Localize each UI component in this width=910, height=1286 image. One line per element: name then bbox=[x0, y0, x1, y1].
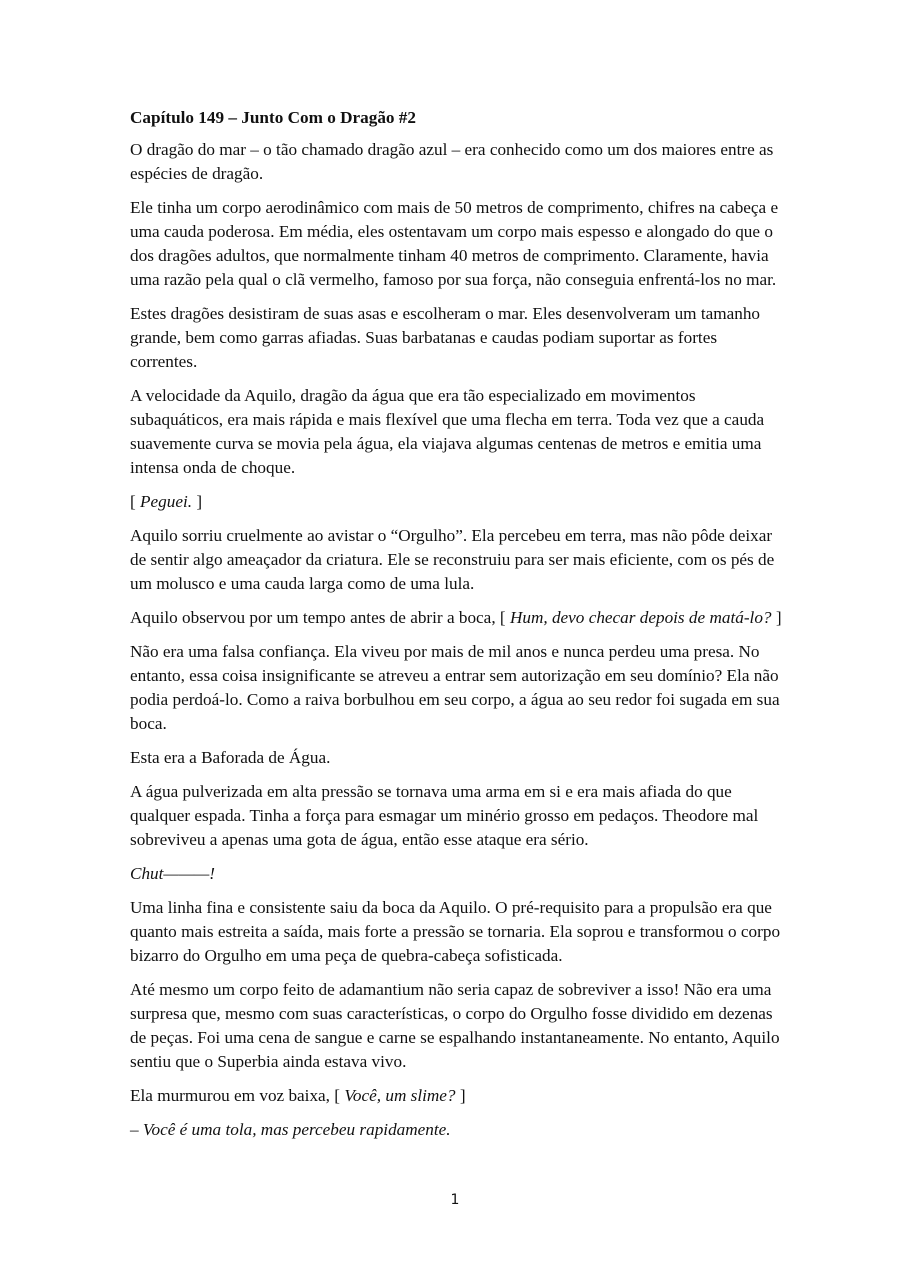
paragraph bbox=[130, 196, 788, 292]
text-run: ] bbox=[192, 492, 203, 511]
document-page bbox=[130, 106, 788, 1152]
text-run: Ela murmurou em voz baixa, [ bbox=[130, 1086, 345, 1105]
text-run: Esta era a Baforada de Água. bbox=[130, 748, 331, 767]
page-number: 1 bbox=[450, 1192, 460, 1208]
text-run: Estes dragões desistiram de suas asas e escolheram o mar. Eles desenvolveram um tamanho grande, bem como garras afiadas. Suas barbatanas e caudas podiam suportar as fortes correntes. bbox=[130, 304, 761, 371]
paragraph bbox=[130, 862, 788, 886]
paragraph bbox=[130, 640, 788, 736]
paragraph bbox=[130, 1084, 788, 1108]
text-run: [ bbox=[130, 492, 141, 511]
paragraph bbox=[130, 490, 788, 514]
italic-text: Você, um slime? bbox=[344, 1086, 456, 1105]
paragraph bbox=[130, 1118, 788, 1142]
text-run: A velocidade da Aquilo, dragão da água que era tão especializado em movimentos subaquáticos, era mais rápida e mais flexível que uma flecha em terra. Toda vez que a cauda suavemente curva se movia pela água, ela viajava algumas centenas de metros e emitia uma intensa onda de choque. bbox=[130, 386, 765, 477]
paragraph bbox=[130, 746, 788, 770]
italic-text: Chut———! bbox=[130, 864, 215, 883]
paragraph bbox=[130, 302, 788, 374]
paragraph bbox=[130, 524, 788, 596]
chapter-title: Capítulo 149 – Junto Com o Dragão #2 bbox=[130, 108, 416, 127]
text-run: A água pulverizada em alta pressão se tornava uma arma em si e era mais afiada do que qualquer espada. Tinha a força para esmagar um minério grosso em pedaços. Theodore mal sobreviveu a apenas uma gota de água, então esse ataque era sério. bbox=[130, 782, 759, 849]
paragraph bbox=[130, 896, 788, 968]
paragraph bbox=[130, 138, 788, 186]
paragraph bbox=[130, 780, 788, 852]
text-run: ] bbox=[771, 608, 782, 627]
text-run: Ele tinha um corpo aerodinâmico com mais de 50 metros de comprimento, chifres na cabeça e uma cauda poderosa. Em média, eles ostentavam um corpo mais espesso e alongado do que o dos dragões adultos, que normalmente tinham 40 metros de comprimento. Claramente, havia uma razão pela qual o clã vermelho, famoso por sua força, não conseguia enfrentá-los no mar. bbox=[130, 198, 779, 289]
italic-text: Peguei. bbox=[140, 492, 193, 511]
text-run: Aquilo observou por um tempo antes de abrir a boca, [ bbox=[130, 608, 510, 627]
text-run: Uma linha fina e consistente saiu da boca da Aquilo. O pré-requisito para a propulsão era que quanto mais estreita a saída, mais forte a pressão se tornaria. Ela soprou e transformou o corpo bizarro do Orgulho em uma peça de quebra-cabeça sofisticada. bbox=[130, 898, 781, 965]
paragraph bbox=[130, 978, 788, 1074]
italic-text: – Você é uma tola, mas percebeu rapidamente. bbox=[130, 1120, 451, 1139]
text-run: O dragão do mar – o tão chamado dragão azul – era conhecido como um dos maiores entre as espécies de dragão. bbox=[130, 140, 774, 183]
text-run: Aquilo sorriu cruelmente ao avistar o “Orgulho”. Ela percebeu em terra, mas não pôde deixar de sentir algo ameaçador da criatura. Ele se reconstruiu para ser mais eficiente, com os pés de um molusco e uma cauda larga como de uma lula. bbox=[130, 526, 775, 593]
text-run: ] bbox=[455, 1086, 466, 1105]
paragraph bbox=[130, 384, 788, 480]
document-body bbox=[130, 138, 788, 1142]
text-run: Não era uma falsa confiança. Ela viveu por mais de mil anos e nunca perdeu uma presa. No entanto, essa coisa insignificante se atreveu a entrar sem autorização em seu domínio? Ela não podia perdoá-lo. Como a raiva borbulhou em seu corpo, a água ao seu redor foi sugada em sua boca. bbox=[130, 642, 780, 733]
italic-text: Hum, devo checar depois de matá-lo? bbox=[509, 608, 772, 627]
paragraph bbox=[130, 606, 788, 630]
text-run: Até mesmo um corpo feito de adamantium não seria capaz de sobreviver a isso! Não era uma surpresa que, mesmo com suas características, o corpo do Orgulho fosse dividido em dezenas de peças. Foi uma cena de sangue e carne se espalhando instantaneamente. No entanto, Aquilo sentiu que o Superbia ainda estava vivo. bbox=[130, 980, 780, 1071]
